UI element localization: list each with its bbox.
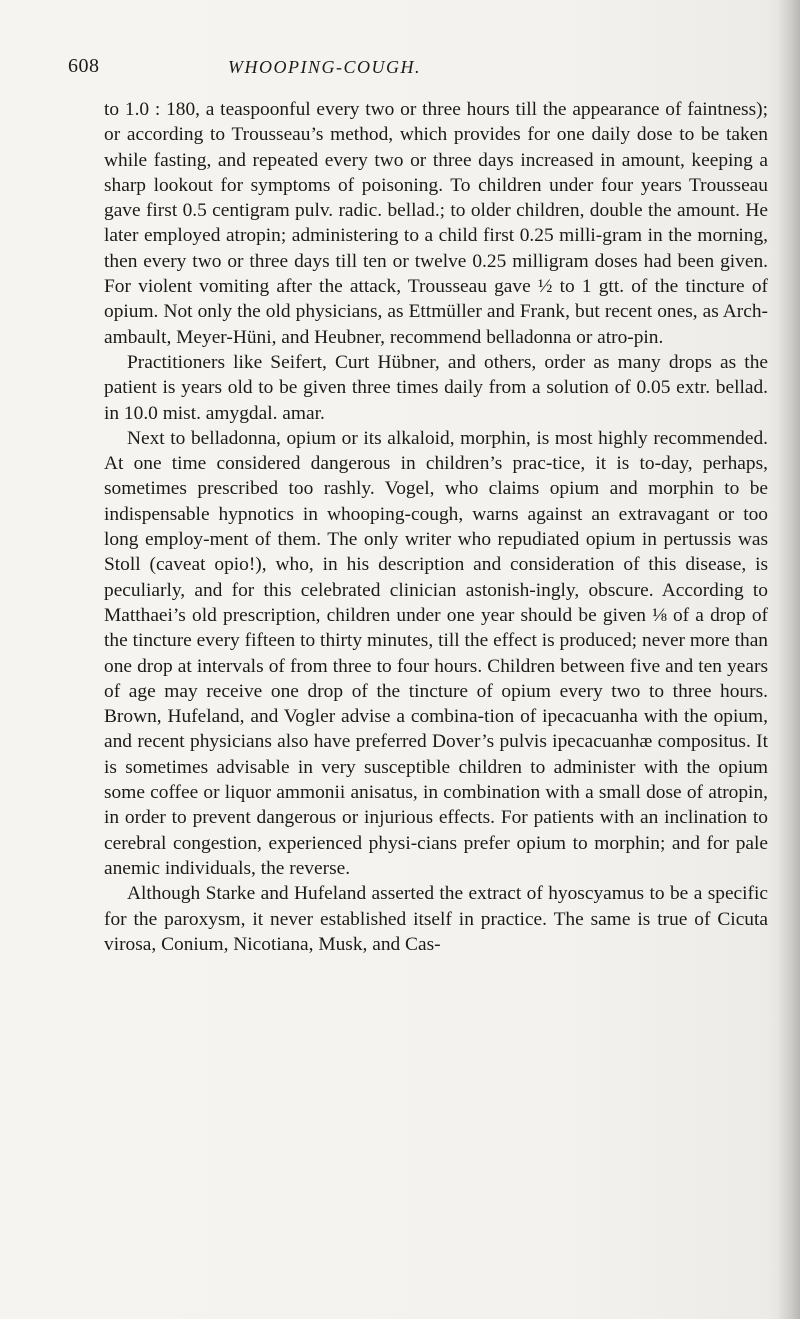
- paragraph-opium: Next to belladonna, opium or its alkaloid, morphin, is most highly recommended. At one time considered dangerous in children’s prac-tice, it is to-day, perhaps, sometimes prescribed too rashly. Vogel, who claims opium and morphin to be indispensable hypnotics in whooping-cough, warns against an extravagant or too long employ-ment of them. The only writer who repudiated opium in pertussis was Stoll (caveat opio!), who, in his description and consideration of this disease, is peculiarly, and for this celebrated clinician astonish-ingly, obscure. According to Matthaei’s old prescription, children under one year should be given ⅛ of a drop of the tincture every fifteen to thirty minutes, till the effect is produced; never more than one drop at intervals of from three to four hours. Children between five and ten years of age may receive one drop of the tincture of opium every two to three hours. Brown, Hufeland, and Vogler advise a combina-tion of ipecacuanha with the opium, and recent physicians also have preferred Dover’s pulvis ipecacuanhæ compositus. It is sometimes advisable in very susceptible children to administer with the opium some coffee or liquor ammonii anisatus, in combination with a small dose of atropin, in order to prevent dangerous or injurious effects. For patients with an inclination to cerebral congestion, experienced physi-cians prefer opium to morphin; and for pale anemic individuals, the reverse.: [104, 427, 768, 879]
- paragraph-hyoscyamus: Although Starke and Hufeland asserted the extract of hyoscyamus to be a specific for the paroxysm, it never established itself in practice. The same is true of Cicuta virosa, Conium, Nicotiana, Musk, and Cas-: [104, 883, 768, 955]
- body-text: [104, 97, 768, 957]
- running-head: WHOOPING-COUGH.: [228, 57, 421, 77]
- page-number: 608: [68, 55, 100, 77]
- page-edge-shadow: [778, 0, 800, 1319]
- paragraph-continued: to 1.0 : 180, a teaspoonful every two or three hours till the appearance of faintness); or according to Trousseau’s method, which provides for one daily dose to be taken while fasting, and repeated every two or three days increased in amount, keeping a sharp lookout for symptoms of poisoning. To children under four years Trousseau gave first 0.5 centigram pulv. radic. bellad.; to older children, double the amount. He later employed atropin; administering to a child first 0.25 milli-gram in the morning, then every two or three days till ten or twelve 0.25 milligram doses had been given. For violent vomiting after the attack, Trousseau gave ½ to 1 gtt. of the tincture of opium. Not only the old physicians, as Ettmüller and Frank, but recent ones, as Arch-ambault, Meyer-Hüni, and Heubner, recommend belladonna or atro-pin.: [104, 99, 768, 348]
- paragraph-practitioners: Practitioners like Seifert, Curt Hübner, and others, order as many drops as the patient is years old to be given three times daily from a solution of 0.05 extr. bellad. in 10.0 mist. amygdal. amar.: [104, 351, 768, 424]
- page-header: [68, 55, 768, 85]
